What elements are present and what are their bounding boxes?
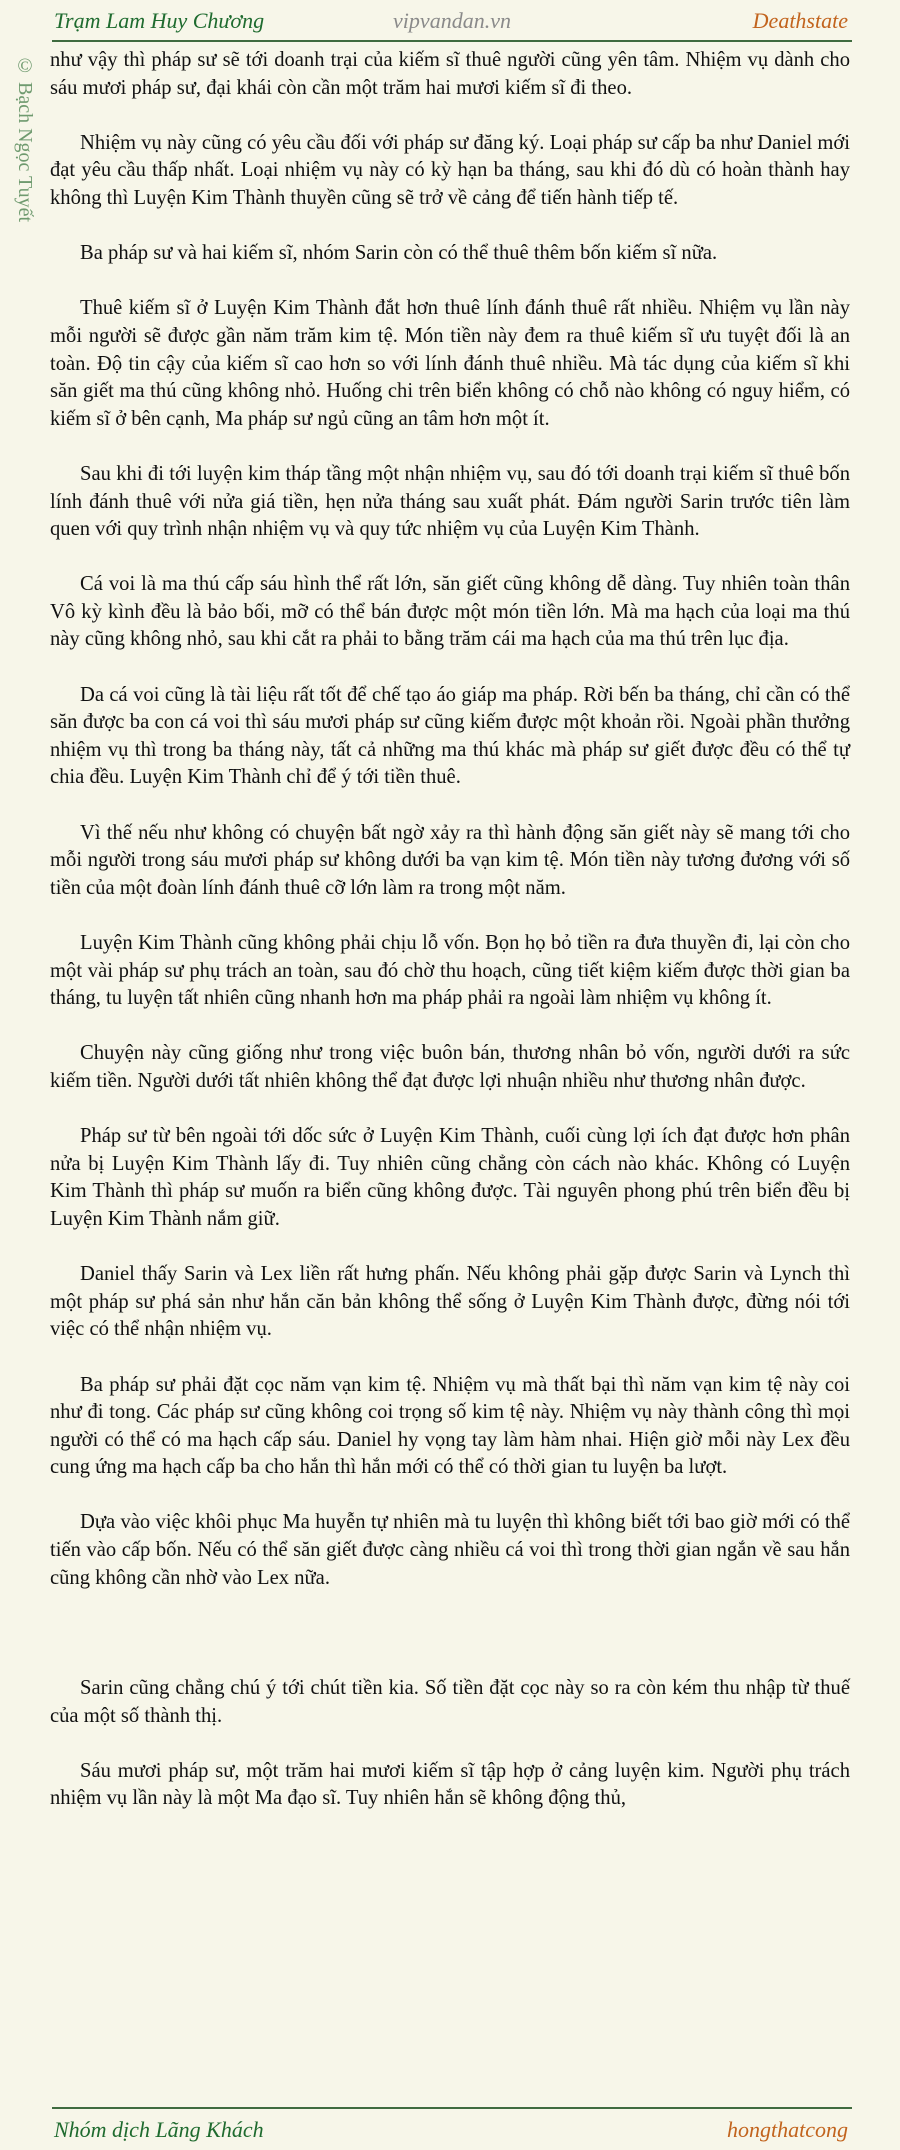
header-author: Deathstate — [752, 8, 848, 33]
paragraph: Thuê kiếm sĩ ở Luyện Kim Thành đắt hơn thuê lính đánh thuê rất nhiều. Nhiệm vụ lần này mỗi người sẽ được gần năm trăm kim tệ. Món tiền này đem ra thuê kiếm sĩ ưu tuyệt đối là an toàn. Độ tin cậy của kiếm sĩ cao hơn so với lính đánh thuê nhiều. Mà tác dụng của kiếm sĩ khi săn giết ma thú cũng không nhỏ. Huống chi trên biển không có chỗ nào không có nguy hiểm, có kiếm sĩ ở bên cạnh, Ma pháp sư ngủ cũng an tâm hơn một ít. — [50, 297, 850, 430]
header-left-title: Trạm Lam Huy Chương — [54, 8, 265, 33]
header-site: vipvandan.vn — [393, 8, 511, 33]
paragraph: Sáu mươi pháp sư, một trăm hai mươi kiếm sĩ tập hợp ở cảng luyện kim. Người phụ trách nhiệm vụ lần này là một Ma đạo sĩ. Tuy nhiên hắn sẽ không động thủ, — [50, 1759, 850, 1810]
paragraph: Daniel thấy Sarin và Lex liền rất hưng phấn. Nếu không phải gặp được Sarin và Lynch thì một pháp sư phá sản như hắn căn bản không thể sống ở Luyện Kim Thành được, đừng nói tới việc có thể nhận nhiệm vụ. — [50, 1263, 850, 1341]
paragraph: Sarin cũng chẳng chú ý tới chút tiền kia. Số tiền đặt cọc này so ra còn kém thu nhập từ thuế của một số thành thị. — [50, 1677, 850, 1727]
document-body — [50, 47, 850, 1841]
paragraph: Sau khi đi tới luyện kim tháp tầng một nhận nhiệm vụ, sau đó tới doanh trại kiếm sĩ thuê bốn lính đánh thuê với nửa giá tiền, hẹn nửa tháng sau xuất phát. Đám người Sarin trước tiên làm quen với quy trình nhận nhiệm vụ và quy tức nhiệm vụ của Luyện Kim Thành. — [50, 462, 850, 541]
page-footer — [52, 2107, 852, 2149]
paragraph: Cá voi là ma thú cấp sáu hình thể rất lớn, săn giết cũng không dễ dàng. Tuy nhiên toàn thân Vô kỳ kình đều là bảo bối, mỡ có thể bán được một món tiền lớn. Mà ma hạch của loại ma thú này cũng không nhỏ, sau khi cắt ra phải to bằng trăm cái ma hạch của ma thú trên lục địa. — [50, 573, 850, 651]
paragraph: Ba pháp sư và hai kiếm sĩ, nhóm Sarin còn có thể thuê thêm bốn kiếm sĩ nữa. — [80, 242, 718, 265]
paragraph: Nhiệm vụ này cũng có yêu cầu đối với pháp sư đăng ký. Loại pháp sư cấp ba như Daniel mới đạt yêu cầu thấp nhất. Loại nhiệm vụ này có kỳ hạn ba tháng, sau khi đó dù có hoàn thành hay không thì Luyện Kim Thành thuyền cũng sẽ trở về cảng để tiến hành tiếp tế. — [50, 131, 850, 209]
paragraph: Luyện Kim Thành cũng không phải chịu lỗ vốn. Bọn họ bỏ tiền ra đưa thuyền đi, lại còn cho một vài pháp sư phụ trách an toàn, sau đó chờ thu hoạch, cũng tiết kiệm kiếm được thời gian ba tháng, tu luyện tất nhiên cũng nhanh hơn ma pháp phải ra ngoài làm nhiệm vụ không ít. — [50, 932, 850, 1010]
paragraph: Vì thế nếu như không có chuyện bất ngờ xảy ra thì hành động săn giết này sẽ mang tới cho mỗi người trong sáu mươi pháp sư không dưới ba vạn kim tệ. Món tiền này tương đương với số tiền của một đoàn lính đánh thuê cỡ lớn làm ra trong một năm. — [50, 821, 850, 899]
paragraph: Ba pháp sư phải đặt cọc năm vạn kim tệ. Nhiệm vụ mà thất bại thì năm vạn kim tệ này coi như đi tong. Các pháp sư cũng không coi trọng số kim tệ này. Nhiệm vụ này thành công thì mọi người có thể có ma hạch cấp sáu. Daniel hy vọng tay làm hàm nhai. Hiện giờ mỗi này Lex đều cung ứng ma hạch cấp ba cho hắn thì hắn mới có thể có thời gian tu luyện ba lượt. — [50, 1373, 850, 1479]
paragraph: Chuyện này cũng giống như trong việc buôn bán, thương nhân bỏ vốn, người dưới ra sức kiếm tiền. Người dưới tất nhiên không thể đạt được lợi nhuận nhiều như thương nhân được. — [50, 1042, 850, 1092]
footer-translator: Nhóm dịch Lãng Khách — [54, 2117, 264, 2142]
paragraph: như vậy thì pháp sư sẽ tới doanh trại của kiếm sĩ thuê người cũng yên tâm. Nhiệm vụ dành cho sáu mươi pháp sư, đại khái còn cần một trăm hai mươi kiếm sĩ đi theo. — [50, 49, 850, 99]
page-header — [52, 0, 852, 42]
paragraph: Pháp sư từ bên ngoài tới dốc sức ở Luyện Kim Thành, cuối cùng lợi ích đạt được hơn phân nửa bị Luyện Kim Thành lấy đi. Tuy nhiên cũng chẳng còn cách nào khác. Không có Luyện Kim Thành thì pháp sư muốn ra biển cũng không được. Tài nguyên phong phú trên biển đều bị Luyện Kim Thành nắm giữ. — [50, 1125, 850, 1230]
side-copyright: © Bạch Ngọc Tuyết — [14, 55, 36, 222]
footer-editor: hongthatcong — [727, 2117, 848, 2142]
paragraph: Da cá voi cũng là tài liệu rất tốt để chế tạo áo giáp ma pháp. Rời bến ba tháng, chỉ cần có thể săn được ba con cá voi thì sáu mươi pháp sư cũng kiếm được một khoản rồi. Ngoài phần thưởng nhiệm vụ thì trong ba tháng này, tất cả những ma thú khác mà pháp sư giết được đều có thể tự chia đều. Luyện Kim Thành chỉ để ý tới tiền thuê. — [50, 683, 850, 789]
paragraph: Dựa vào việc khôi phục Ma huyễn tự nhiên mà tu luyện thì không biết tới bao giờ mới có thể tiến vào cấp bốn. Nếu có thể săn giết được càng nhiều cá voi thì trong thời gian ngắn về sau hắn cũng không cần nhờ vào Lex nữa. — [50, 1511, 850, 1589]
